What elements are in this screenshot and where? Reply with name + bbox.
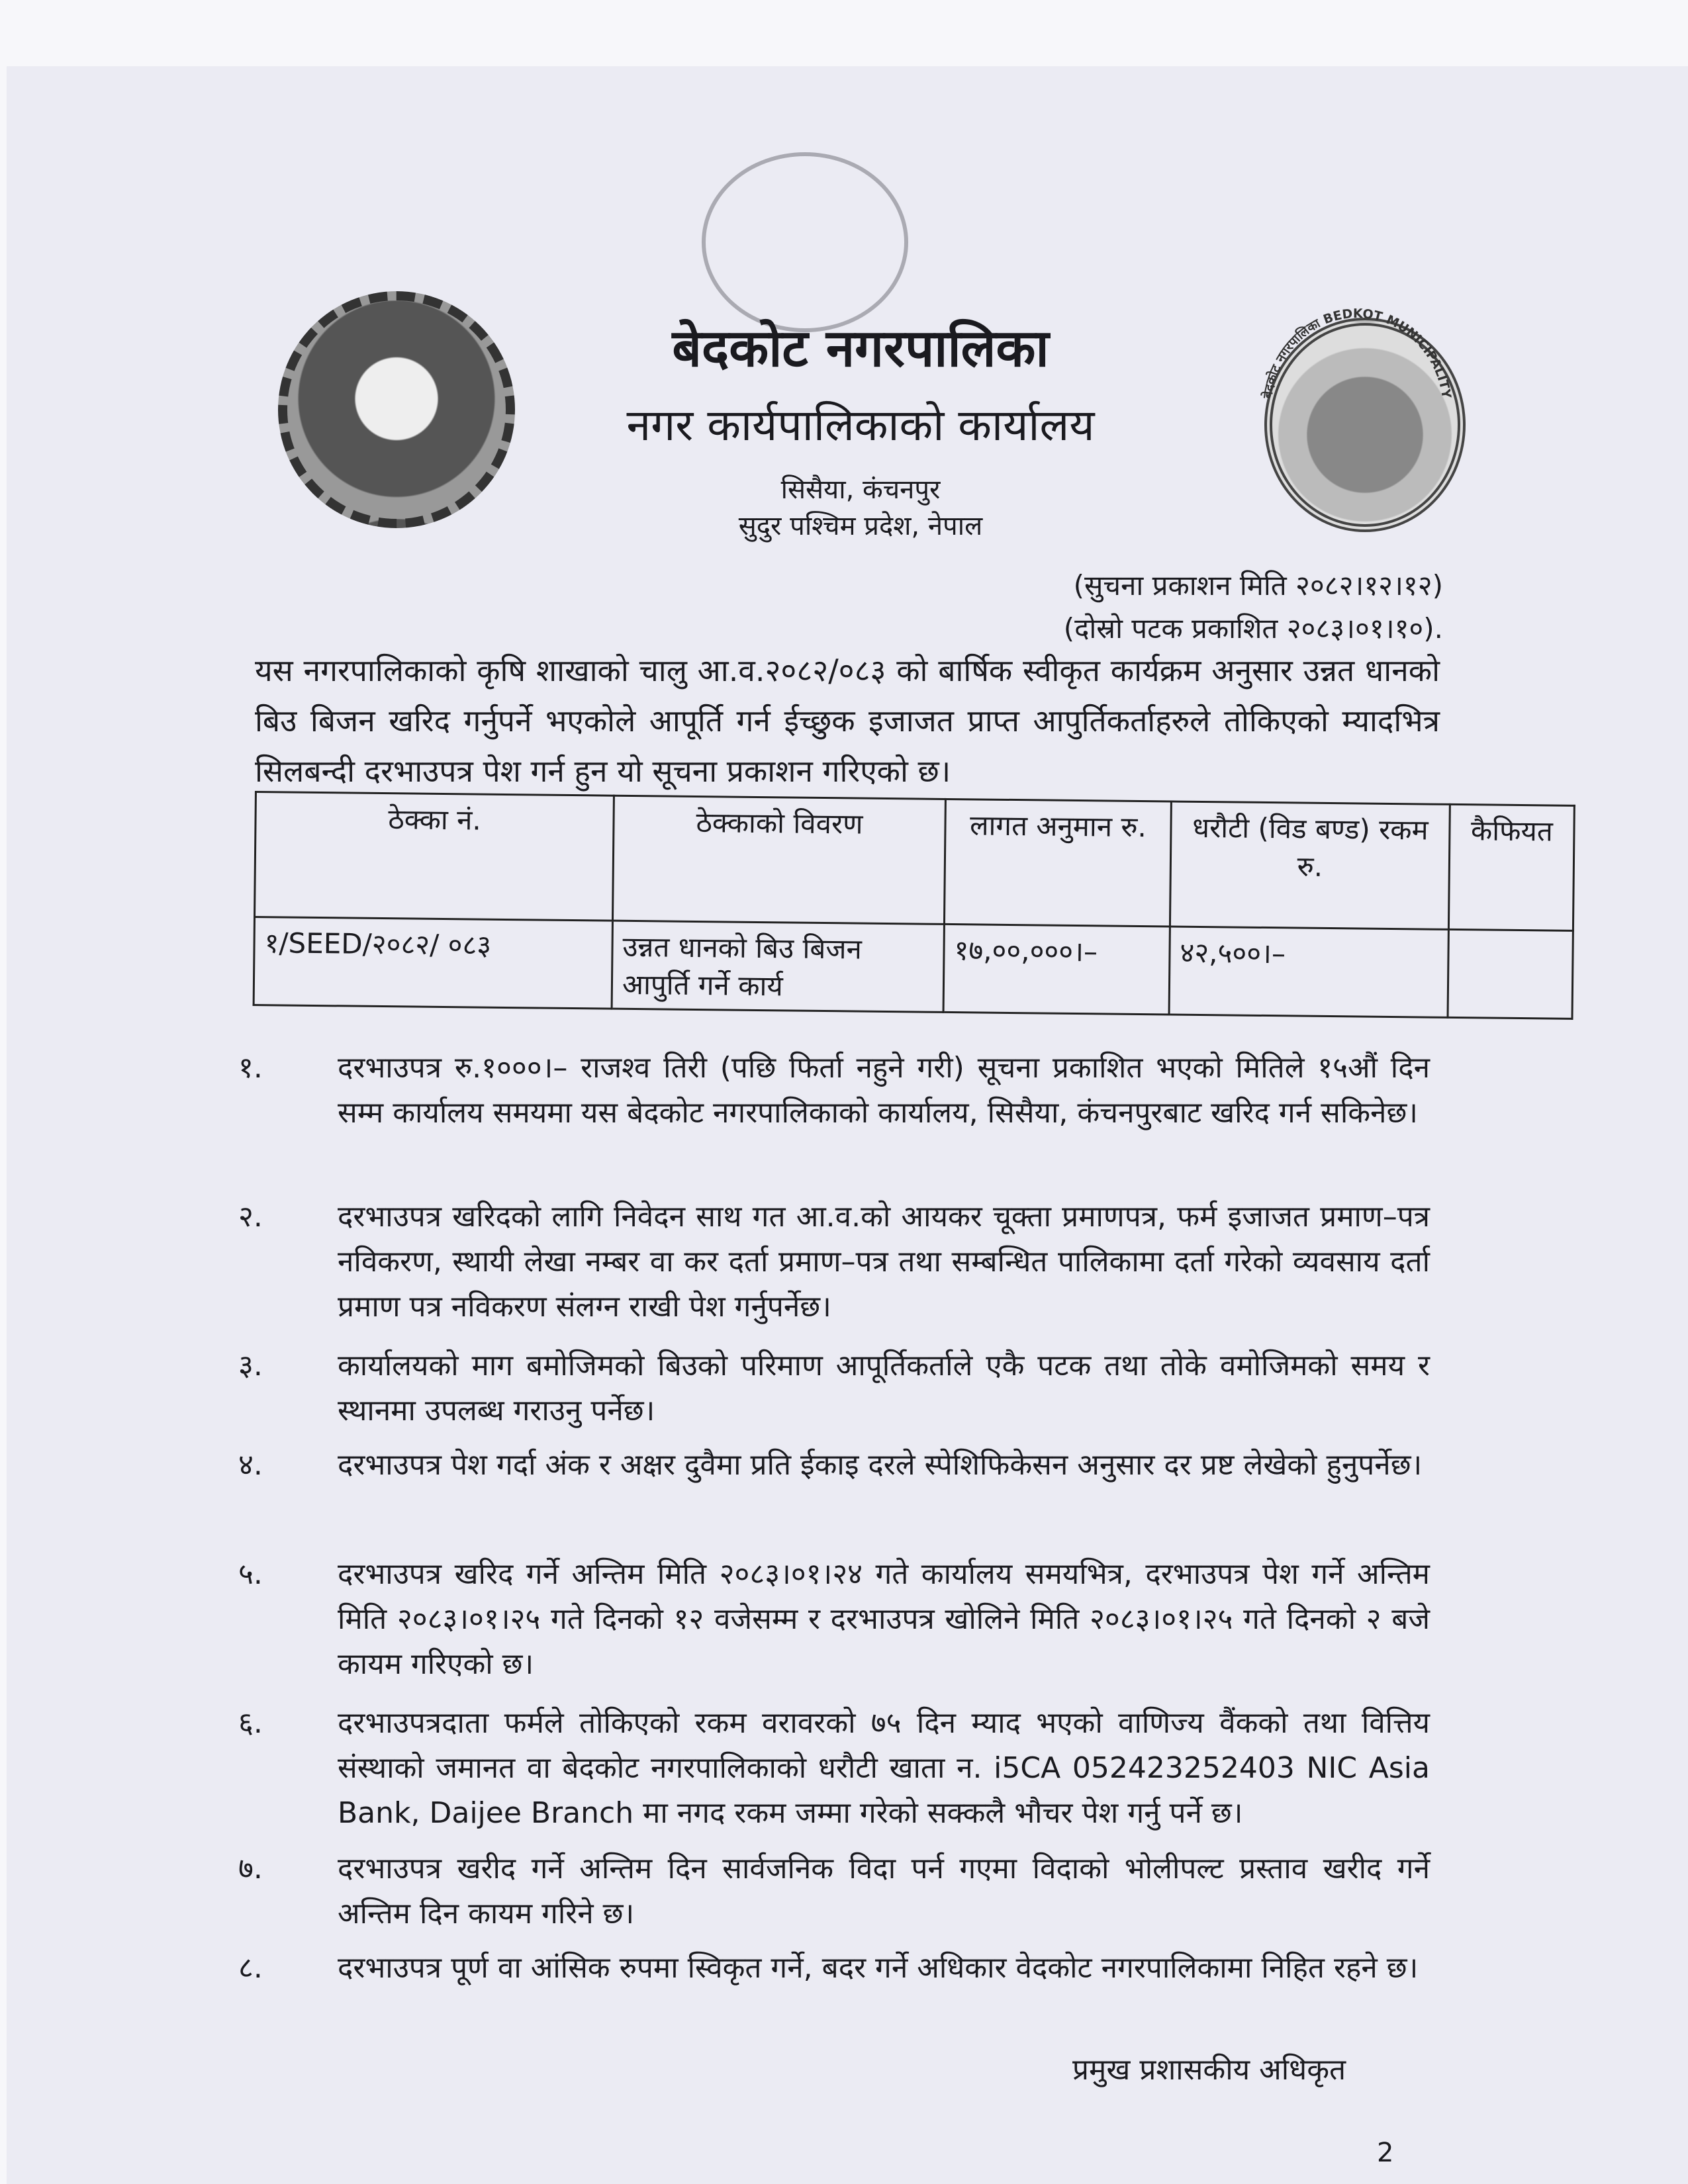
item-number: ३. — [238, 1349, 263, 1383]
item-text: दरभाउपत्र रु.१०००।– राजश्व तिरी (पछि फिर्ता नहुने गरी) सूचना प्रकाशित भएको मितिले १५औं दिन सम्म कार्यालय समयमा यस बेदकोट नगरपालिकाको कार्यालय, सिसैया, कंचनपुरबाट खरिद गर्न सकिनेछ। — [338, 1051, 1430, 1130]
page-number: 2 — [1377, 2138, 1394, 2168]
cell-description: उन्नत धानको बिउ बिजन आपुर्ति गर्ने कार्य — [612, 921, 944, 1012]
header-contract-no: ठेक्का नं. — [255, 792, 614, 921]
item-text: दरभाउपत्र खरिद गर्ने अन्तिम मिति २०८३।०१।२४ गते कार्यालय समयभित्र, दरभाउपत्र पेश गर्ने अन्तिम मिति २०८३।०१।२५ गते दिनको १२ वजेसम्म र दरभाउपत्र खोलिने मिति २०८३।०१।२५ गते दिनको २ बजे कायम गरिएको छ। — [338, 1557, 1430, 1681]
cell-remarks — [1448, 929, 1573, 1019]
item-number: ४. — [238, 1448, 263, 1482]
municipality-logo-text — [1244, 298, 1470, 536]
list-item — [238, 1046, 1430, 1136]
header-cost-estimate: लागत अनुमान रु. — [944, 799, 1171, 927]
list-item — [238, 1443, 1430, 1488]
header-remarks: कैफियत — [1448, 804, 1574, 931]
signatory-title: प्रमुख प्रशासकीय अधिकृत — [1072, 2053, 1346, 2087]
address-line-1: सिसैया, कंचनपुर — [780, 475, 941, 505]
item-text: दरभाउपत्र पेश गर्दा अंक र अक्षर दुवैमा प्रति ईकाइ दरले स्पेशिफिकेसन अनुसार दर प्रष्ट लेखेको हुनुपर्नेछ। — [338, 1448, 1423, 1482]
cell-bid-bond: ४२,५००।– — [1169, 927, 1448, 1017]
municipality-name: बेदकोट नगरपालिका — [672, 319, 1049, 379]
header-bid-bond: धरौटी (विड बण्ड) रकम रु. — [1170, 801, 1450, 929]
list-item — [238, 1946, 1430, 1991]
item-number: ६. — [238, 1706, 263, 1740]
office-stamp — [702, 152, 908, 332]
tender-table — [253, 791, 1575, 1020]
address-line-2: सुदुर पश्चिम प्रदेश, नेपाल — [738, 511, 983, 541]
cell-contract-no: १/SEED/२०८२/ ०८३ — [254, 917, 612, 1009]
list-item — [238, 1343, 1430, 1433]
item-number: १. — [238, 1051, 263, 1085]
table-row — [254, 917, 1573, 1019]
office-name: नगर कार्यपालिकाको कार्यालय — [626, 400, 1095, 451]
second-publication-date: (दोस्रो पटक प्रकाशित २०८३।०१।१०). — [1063, 612, 1443, 645]
item-text: दरभाउपत्र पूर्ण वा आंसिक रुपमा स्विकृत गर्ने, बदर गर्ने अधिकार वेदकोट नगरपालिकामा निहित रहने छ। — [338, 1951, 1419, 1985]
item-number: २. — [238, 1200, 263, 1234]
list-item — [238, 1552, 1430, 1687]
item-text: दरभाउपत्र खरिदको लागि निवेदन साथ गत आ.व.को आयकर चूक्ता प्रमाणपत्र, फर्म इजाजत प्रमाण–पत्र नविकरण, स्थायी लेखा नम्बर वा कर दर्ता प्रमाण–पत्र तथा सम्बन्धित पालिकामा दर्ता गरेको व्यवसाय दर्ता प्रमाण पत्र नविकरण संलग्न राखी पेश गर्नुपर्नेछ। — [338, 1200, 1430, 1324]
list-item — [238, 1701, 1430, 1836]
item-number: ५. — [238, 1557, 263, 1591]
intro-paragraph: यस नगरपालिकाको कृषि शाखाको चालु आ.व.२०८२/०८३ को बार्षिक स्वीकृत कार्यक्रम अनुसार उन्नत धानको बिउ बिजन खरिद गर्नुपर्ने भएकोले आपूर्ति गर्न ईच्छुक इजाजत प्राप्त आपुर्तिकर्ताहरुले तोकिएको म्यादभित्र सिलबन्दी दरभाउपत्र पेश गर्न हुन यो सूचना प्रकाशन गरिएको छ। — [255, 653, 1440, 789]
header-description: ठेक्काको विवरण — [612, 796, 945, 924]
list-item — [238, 1195, 1430, 1330]
logo-arc-text: बेदकोट नगरपालिका BEDKOT MUNICIPALITY — [1260, 306, 1454, 400]
svg-text:बेदकोट नगरपालिका BEDKOT MUNICI — [1260, 306, 1454, 400]
item-text: कार्यालयको माग बमोजिमको बिउको परिमाण आपूर्तिकर्ताले एकै पटक तथा तोके वमोजिमको समय र स्थानमा उपलब्ध गराउनु पर्नेछ। — [338, 1349, 1430, 1428]
item-number: ७. — [238, 1852, 263, 1886]
cell-cost-estimate: १७,००,०००।– — [943, 924, 1170, 1015]
table-header-row — [255, 792, 1575, 931]
item-number: ८. — [238, 1951, 263, 1985]
publication-date: (सुचना प्रकाशन मिति २०८२।१२।१२) — [1073, 569, 1443, 602]
list-item — [238, 1846, 1430, 1936]
item-text: दरभाउपत्रदाता फर्मले तोकिएको रकम वरावरको ७५ दिन म्याद भएको वाणिज्य वैंकको तथा वित्तिय संस्थाको जमानत वा बेदकोट नगरपालिकाको धरौटी खाता न. i5CA 052423252403 NIC Asia Bank, Daijee Branch मा नगद रकम जम्मा गरेको सक्कलै भौचर पेश गर्नु पर्ने छ। — [338, 1706, 1430, 1830]
item-text: दरभाउपत्र खरीद गर्ने अन्तिम दिन सार्वजनिक विदा पर्न गएमा विदाको भोलीपल्ट प्रस्ताव खरीद गर्ने अन्तिम दिन कायम गरिने छ। — [338, 1852, 1430, 1931]
